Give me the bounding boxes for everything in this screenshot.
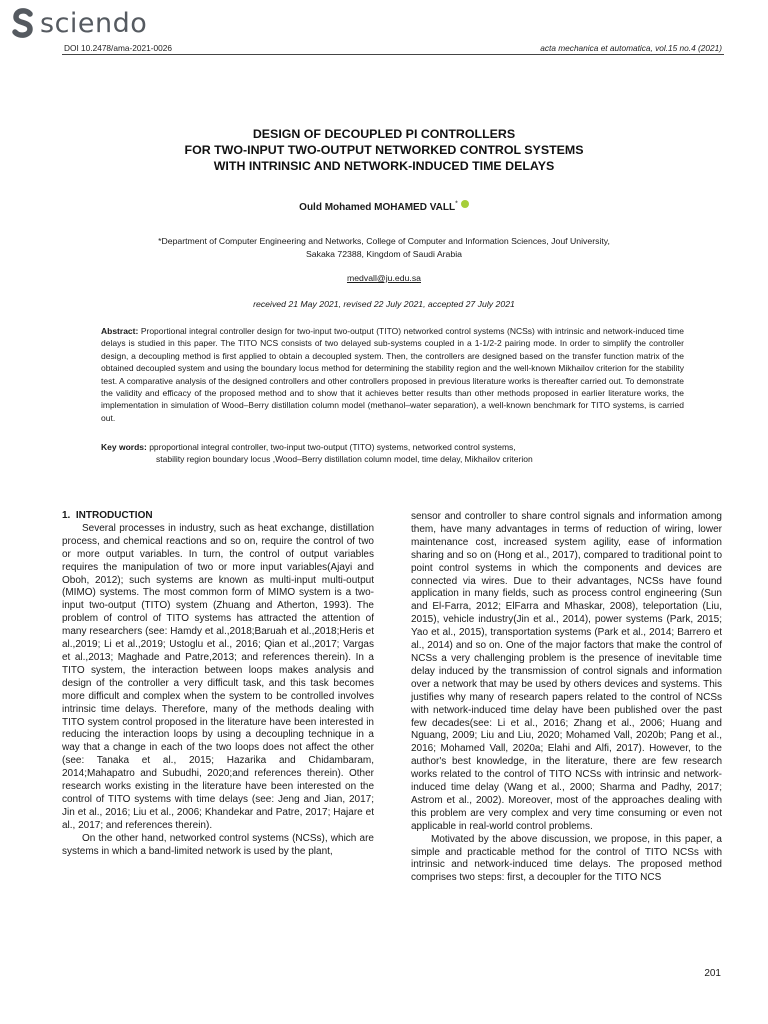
title-line-1: DESIGN OF DECOUPLED PI CONTROLLERS [252, 127, 516, 141]
abstract-text: Proportional integral controller design for two-input two-output (TITO) networked control systems (NCSs) with intrinsic and network-induced time delays is studied in this paper. The TITO NCS consists of two delayed sub-systems coupled in a 1-1/2-2 pairing mode. In order to simplify the controller design, a decoupling method is first applied to obtain a decoupled system. Then, the controllers are designed based on the transfer function matrix of the obtained decoupled system and using the boundary locus method for determining the stability region and the well-known Mikhailov criterion for the stability test. A comparative analysis of the designed controllers and other controllers proposed in previous literature works is thereafter carried out. To demonstrate the validity and efficacy of the proposed method and to show that it achieves better results than other methods proposed in earlier literature works, the implementation in simulation of Wood–Berry distillation column model (methanol–water separation), a well-known benchmark for TITO systems, is carried out. [101, 326, 684, 423]
keywords-line-2: stability region boundary locus ,Wood–Berry distillation column model, time delay, Mikhailov criterion [156, 454, 533, 465]
orcid-icon[interactable] [461, 200, 469, 208]
right-paragraph-2: Motivated by the above discussion, we propose, in this paper, a simple and practicable method for the control of TITO NCSs with intrinsic and network-induced time delays. The proposed method comprises two steps: first, a decoupler for the TITO NCS [411, 833, 722, 884]
left-paragraph-2: On the other hand, networked control systems (NCSs), which are systems in which a band-limited network is used by the plant, [62, 832, 374, 857]
title-line-2: FOR TWO-INPUT TWO-OUTPUT NETWORKED CONTROL SYSTEMS [184, 143, 584, 157]
right-paragraph-1: sensor and controller to share control signals and information among them, have many advantages in terms of reduction of wiring, lower maintenance cost, increased system agility, ease of information sharing and so on (Hong et al., 2017), compared to traditional point to point control systems in which the components and devices are connected via wires. Due to their advantages, NCSs have found application in many fields, such as process control engineering (Sun and El-Farra, 2012; ElFarra and Mhaskar, 2008), teleportation (Liu, 2015), vehicle industry(Jin et al., 2014), power systems (Park, 2015; Yao et al., 2015), transportation systems (Park et al., 2014; Barrero et al., 2014) and so on. One of the major factors that make the control of NCSs a very challenging problem is the presence of inevitable time delay induced by the transmission of control signals and information over a network that may be used by others devices and systems. This justifies why many of research papers related to the control of NCSs with network-induced time delay have been published over the past few decades(see: Li et al., 2016; Zhang et al., 2006; Huang and Nguang, 2009; Liu and Liu, 2020; Mohamed Vall, 2020b; Pang et al., 2016; Mohamed Vall, 2020a; Elahi and Alfi, 2017). However, to the author's best knowledge, in the literature, there are few research works related to the control of TITO NCSs with intrinsic and network-induced time delay (Wang et al., 2000; Sharma and Padhy, 2017; Astrom et al., 2002). Moreover, most of the approaches dealing with this problem are very complex and very time consuming or even not applicable in real-world control problems. [411, 511, 722, 832]
sciendo-logo-icon [10, 8, 36, 38]
author-line [60, 200, 708, 213]
abstract [101, 325, 684, 424]
affiliation-line-1: *Department of Computer Engineering and Networks, College of Computer and Information Sciences, Jouf University, [158, 236, 610, 246]
section-title: INTRODUCTION [75, 510, 153, 521]
keywords-line-1: pproportional integral controller, two-input two-output (TITO) systems, networked control systems, [149, 442, 516, 452]
keywords [101, 441, 684, 466]
submission-dates: received 21 May 2021, revised 22 July 2021, accepted 27 July 2021 [253, 299, 515, 309]
paper-title [60, 126, 708, 174]
author-name: Ould Mohamed MOHAMED VALL [299, 202, 456, 213]
section-number: 1. [62, 510, 71, 521]
author-mark: * [455, 200, 458, 208]
title-line-3: WITH INTRINSIC AND NETWORK-INDUCED TIME DELAYS [213, 159, 555, 173]
left-column [62, 510, 374, 858]
affiliation [110, 235, 658, 261]
header-rule [62, 54, 724, 55]
page-number: 201 [704, 968, 721, 979]
right-column [411, 511, 722, 885]
left-paragraph-1: Several processes in industry, such as heat exchange, distillation process, and chemical reactions and so on, require the control of two or more output variables. In turn, the control of output variables requires the manipulation of two or more input variables(Ajayi and Oboh, 2012); such systems are known as multi-input multi-output (MIMO) systems. The most common form of MIMO system is a two-input two-output (TITO) system (Zhuang and Atherton, 1993). The problem of control of TITO systems has attracted the attention of many researchers (see: Hamdy et al.,2018;Baruah et al.,2018;Heris et al.,2019; Li et al.,2019; Ustoglu et al., 2016; Qian et al.,2017; Vargas et al.,2013; Maghade and Patre,2013; and references therein). In a TITO system, the interaction between loops makes analysis and design of the controller a very difficult task, and this task becomes more difficult and complex when the system to be controlled involves intrinsic time delays. Therefore, many of the methods dealing with TITO system control proposed in the literature have been interested in reducing the interaction loops by using a decoupling technique in a way that a change in each of the two loops does not affect the other (see: Tanaka et al., 2015; Hazarika and Chidambaram, 2014;Mahapatro and Subudhi, 2020;and references therein). Other research works existing in the literature have been interested on the control of TITO systems with time delays (see: Jeng and Jian, 2017; Jin et al., 2016; Liu et al., 2006; Khandekar and Patre, 2017; Hajare et al., 2017; and references therein). [62, 522, 374, 831]
keywords-label: Key words: [101, 442, 147, 452]
doi: DOI 10.2478/ama-2021-0026 [64, 43, 172, 53]
abstract-label: Abstract: [101, 326, 139, 336]
affiliation-line-2: Sakaka 72388, Kingdom of Saudi Arabia [305, 249, 462, 259]
journal-reference: acta mechanica et automatica, vol.15 no.4 (2021) [540, 43, 722, 53]
author-email-link[interactable]: medvall@ju.edu.sa [346, 273, 421, 283]
brand-name: sciendo [40, 7, 148, 39]
sciendo-logo [10, 6, 147, 40]
section-heading [62, 510, 374, 523]
